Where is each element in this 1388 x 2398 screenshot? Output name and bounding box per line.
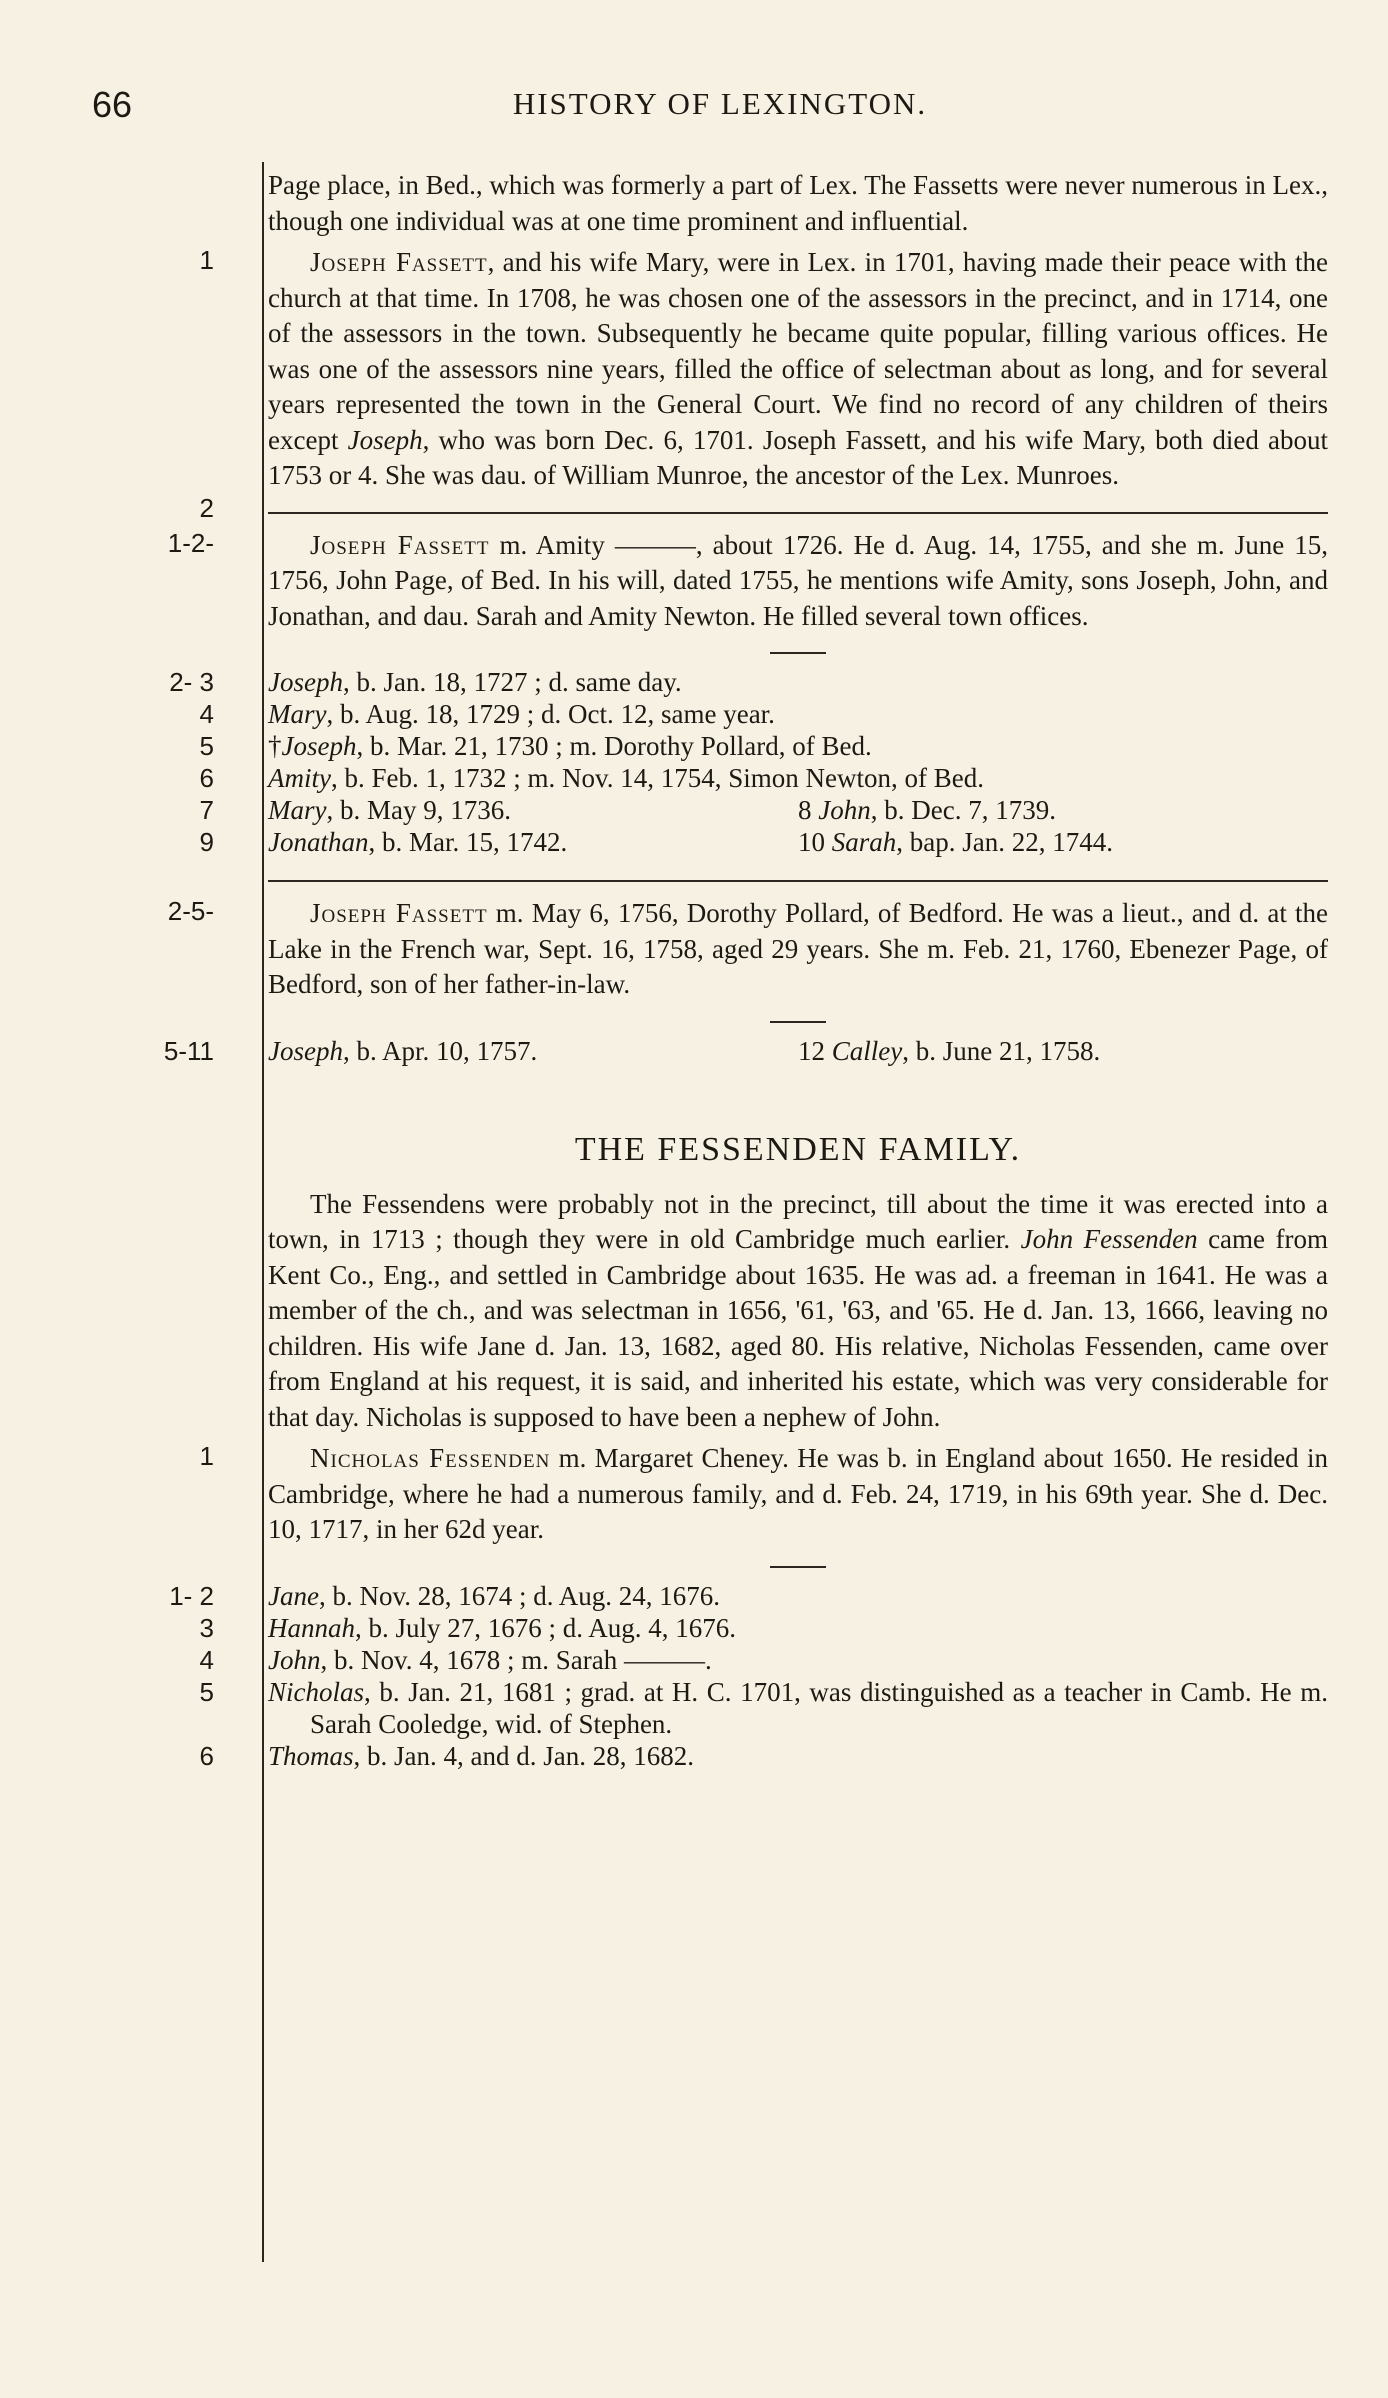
child-name: Jane (268, 1580, 319, 1611)
entry-joseph-fassett-3 (167, 896, 1328, 1003)
intro-paragraph: Page place, in Bed., which was formerly a part of Lex. The Fassetts were never numerous in Lex., though one individual was at one time prominent and influential. (268, 170, 1328, 236)
entry-text: Joseph Fassett m. Amity ———, about 1726. He d. Aug. 14, 1755, and she m. June 15, 1756, John Page, of Bed. In his will, dated 1755, he mentions wife Amity, sons Joseph, John, and Jonathan, and dau. Sarah and Amity Newton. He filled several town offices. (268, 529, 1328, 631)
child-name: Joseph (281, 731, 357, 761)
child-row: 5 Nicholas, b. Jan. 21, 1681 ; grad. at H. C. 1701, was distinguished as a teacher in Camb. He m. Sarah Cooledge, wid. of Stephen. (199, 1676, 1328, 1739)
child-name: Hannah (268, 1612, 355, 1643)
child-name: Thomas (268, 1740, 354, 1771)
child-number: 1- 2 (169, 1580, 214, 1611)
child-name: Mary (268, 699, 327, 729)
child-number: 6 (199, 1740, 214, 1771)
section-rule (268, 512, 1328, 514)
child-name: Joseph (268, 667, 343, 697)
child-name: Calley (831, 1035, 903, 1066)
short-rule (770, 1021, 826, 1023)
page-header (92, 84, 1288, 124)
generation-marker: 1 (199, 1441, 214, 1471)
entry-name: Joseph Fassett (310, 529, 490, 560)
fessenden-intro: The Fessendens were probably not in the precinct, till about the time it was erected into a town, in 1713 ; though they were in old Cambridge much earlier. John Fessenden came from Kent Co., Eng., and settled in Cambridge about 1635. He was ad. a freeman in 1641. He was a member of the ch., and was selectman in 1656, '61, '63, and '65. He d. Jan. 13, 1666, leaving no children. His wife Jane d. Jan. 13, 1682, aged 80. His relative, Nicholas Fessenden, came over from England at his request, it is said, and inherited his estate, which was very considerable for that day. Nicholas is supposed to have been a nephew of John. (268, 1188, 1328, 1432)
child-number: 2- 3 (169, 667, 214, 697)
child-number: 4 (199, 1644, 214, 1675)
section-heading: THE FESSENDEN FAMILY. (574, 1130, 1022, 1168)
page-content (163, 168, 1329, 1772)
entry-text: Nicholas Fessenden m. Margaret Cheney. He was b. in England about 1650. He resided in Cambridge, where he had a numerous family, and d. Feb. 24, 1719, in his 69th year. She d. Dec. 10, 1717, in her 62d year. (268, 1443, 1329, 1544)
short-rule (770, 652, 826, 654)
child-name: Sarah (831, 827, 897, 857)
child-row: 9 Jonathan, b. Mar. 15, 1742. 10 Sarah, bap. Jan. 22, 1744. (199, 827, 1113, 857)
child-row: 4 Mary, b. Aug. 18, 1729 ; d. Oct. 12, same year. (199, 699, 775, 729)
child-name: Nicholas (268, 1676, 365, 1707)
children-list-1 (169, 666, 1328, 858)
child-row: 4 John, b. Nov. 4, 1678 ; m. Sarah ———. (199, 1644, 712, 1675)
child-row: 7 Mary, b. May 9, 1736. 8 John, b. Dec. 7, 1739. (199, 795, 1056, 825)
page-number: 66 (92, 84, 133, 125)
entry-text: Joseph Fassett m. May 6, 1756, Dorothy Pollard, of Bedford. He was a lieut., and d. at the Lake in the French war, Sept. 16, 1758, aged 29 years. She m. Feb. 21, 1760, Ebenezer Page, of Bedford, son of her father-in-law. (268, 898, 1328, 999)
child-name: Mary (268, 795, 327, 825)
child-number: 4 (199, 699, 214, 729)
child-number: 5-11 (163, 1035, 214, 1066)
generation-marker: 2-5- (167, 896, 214, 926)
child-row: 2- 3 Joseph, b. Jan. 18, 1727 ; d. same day. (169, 667, 682, 697)
section-rule (268, 880, 1328, 882)
entry-text: Joseph Fassett, and his wife Mary, were in Lex. in 1701, having made their peace with the church at that time. In 1708, he was chosen one of the assessors in the precinct, and in 1714, one of the assessors in the town. Subsequently he became quite popular, filling various offices. He was one of the assessors nine years, filled the office of selectman about as long, and for several years represented the town in the General Court. We find no record of any children of theirs except Joseph, who was born Dec. 6, 1701. Joseph Fassett, and his wife Mary, both died about 1753 or 4. She was dau. of William Munroe, the ancestor of the Lex. Munroes. (268, 247, 1328, 490)
child-row: 5-11 Joseph, b. Apr. 10, 1757. 12 Calley, b. June 21, 1758. (163, 1035, 1101, 1066)
child-row: 6 Amity, b. Feb. 1, 1732 ; m. Nov. 14, 1754, Simon Newton, of Bed. (199, 763, 984, 793)
child-row: 1- 2 Jane, b. Nov. 28, 1674 ; d. Aug. 24, 1676. (169, 1580, 720, 1611)
children-list-3 (169, 1580, 1328, 1772)
child-number: 5 (199, 1676, 214, 1707)
entry-name: Nicholas Fessenden (310, 1443, 551, 1473)
child-number: 5 (199, 731, 214, 761)
child-name: John (818, 795, 871, 825)
running-title: HISTORY OF LEXINGTON. (512, 86, 928, 121)
child-row: 5 †Joseph, b. Mar. 21, 1730 ; m. Dorothy Pollard, of Bed. (199, 731, 872, 761)
child-row: 6 Thomas, b. Jan. 4, and d. Jan. 28, 1682. (199, 1740, 694, 1771)
child-number: 9 (199, 827, 214, 857)
entry-nicholas-fessenden (199, 1441, 1329, 1548)
generation-marker: 1-2- (167, 527, 214, 558)
entry-name: Joseph Fassett (310, 898, 488, 928)
generation-marker: 2 (199, 493, 214, 523)
child-name: John (268, 1644, 321, 1675)
child-row: 3 Hannah, b. July 27, 1676 ; d. Aug. 4, 1676. (199, 1612, 737, 1643)
entry-name: Joseph Fassett (310, 247, 488, 277)
child-number: 7 (199, 795, 214, 825)
child-name: Jonathan (268, 827, 369, 857)
generation-marker: 1 (199, 245, 214, 275)
child-number: 3 (199, 1612, 214, 1643)
child-number: 6 (199, 763, 214, 793)
child-name: Amity (268, 763, 331, 793)
child-name: Joseph (268, 1035, 343, 1066)
short-rule (770, 1566, 826, 1568)
margin-rule (262, 162, 264, 2262)
entry-joseph-fassett-2 (167, 527, 1328, 635)
entry-joseph-fassett-1 (199, 245, 1328, 523)
